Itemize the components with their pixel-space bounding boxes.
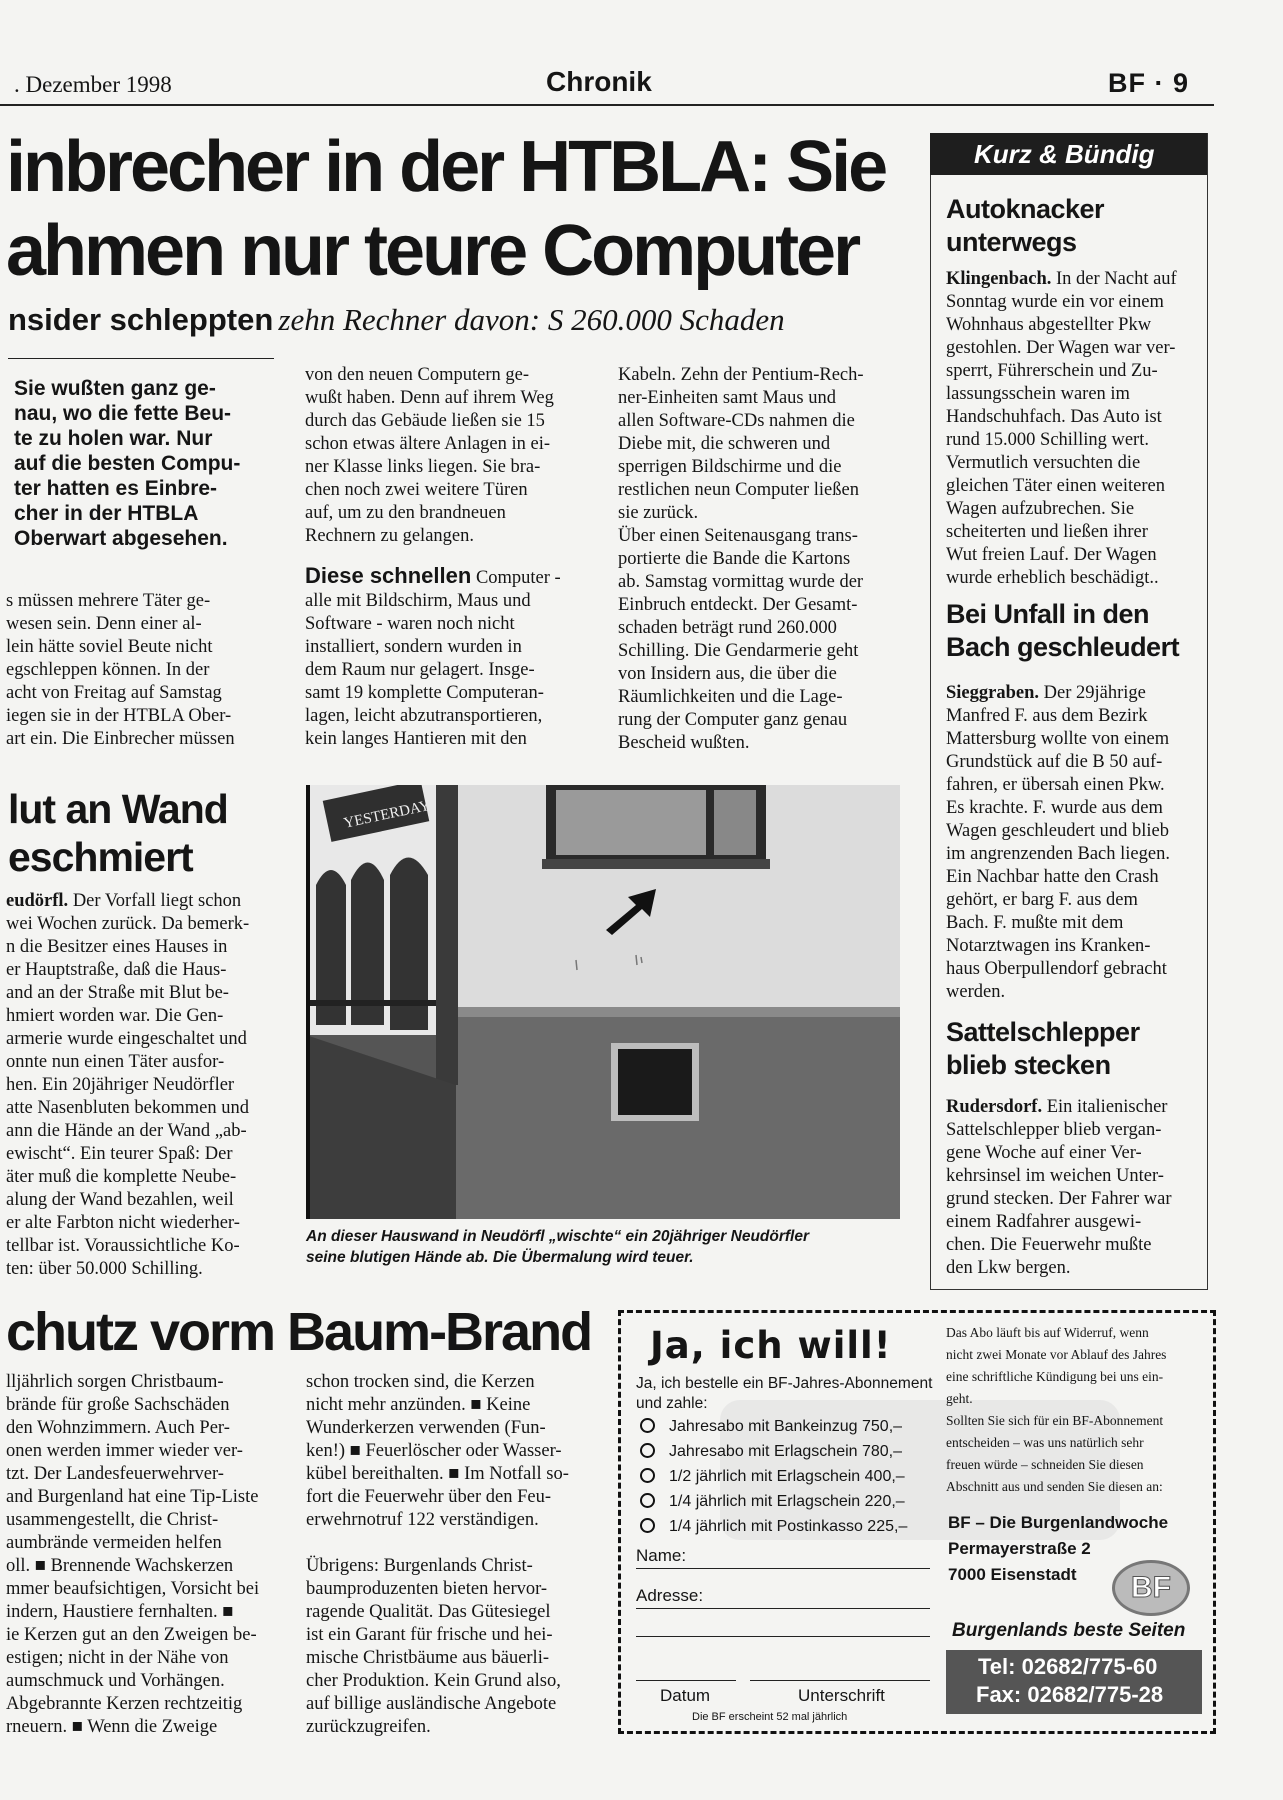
- caption-line1: An dieser Hauswand in Neudörfl „wischte“ ein 20jähriger Neudörfler: [306, 1228, 810, 1245]
- kurz-item1-place: Klingenbach.: [946, 269, 1052, 289]
- body-line: Kabeln. Zehn der Pentium-Rech-: [618, 365, 864, 385]
- body-line: onnte nun einen Täter ausfor-: [6, 1052, 225, 1072]
- address-line2[interactable]: [636, 1636, 930, 1637]
- body-line: rund 15.000 Schilling wert.: [946, 430, 1149, 450]
- body-line: Schilling. Die Gendarmerie geht: [618, 641, 859, 661]
- lead-line: cher in der HTBLA: [14, 502, 199, 525]
- body-line: äter muß die komplette Neube-: [6, 1167, 237, 1187]
- body-line: wußt haben. Denn auf ihrem Weg: [305, 388, 554, 408]
- body-line: chen noch zwei weitere Türen: [305, 480, 528, 500]
- body-line: wesen sein. Denn einer al-: [6, 614, 202, 634]
- kurz-item2-headline-l2: Bach geschleudert: [946, 632, 1180, 662]
- body-line: lljährlich sorgen Christbaum-: [6, 1372, 224, 1392]
- body-line: tellbar ist. Voraussichtliche Ko-: [6, 1236, 240, 1256]
- side-line: geht.: [946, 1391, 973, 1406]
- side-line: Sollten Sie sich für ein BF-Abonnement: [946, 1413, 1164, 1428]
- kurz-item3-body: [946, 1096, 1193, 1280]
- option-bankeinzug[interactable]: [640, 1418, 902, 1436]
- option-vierteljahr-erlag[interactable]: [640, 1493, 905, 1511]
- body-line: ann die Hände an der Wand „ab-: [6, 1121, 247, 1141]
- body-line: mische Christbäume aus bäuerli-: [306, 1648, 550, 1668]
- body-line: nicht mehr anzünden. ■ Keine: [306, 1395, 531, 1415]
- main-subhead: [8, 302, 785, 338]
- body-line: sie zurück.: [618, 503, 699, 523]
- body-line: Einbruch entdeckt. Der Gesamt-: [618, 595, 858, 615]
- radio-circle[interactable]: [640, 1418, 655, 1433]
- body-line: scheiterten und ließen ihrer: [946, 522, 1148, 542]
- body-line: usammengestellt, die Christ-: [6, 1510, 219, 1530]
- body-line: atte Nasenbluten bekommen und: [6, 1098, 250, 1118]
- body-line: zurückzugreifen.: [306, 1717, 431, 1737]
- body-line: ewischt“. Ein teurer Spaß: Der: [6, 1144, 233, 1164]
- header-rule: [0, 104, 1214, 106]
- kurz-item2-first: Der 29jährige: [1043, 683, 1146, 703]
- col2-subhead-follow: Computer -: [475, 568, 561, 588]
- schutz-col1: [6, 1371, 276, 1739]
- article-col2: [305, 364, 588, 548]
- option-halbjahr[interactable]: [640, 1468, 905, 1486]
- body-line: ner-Einheiten samt Maus und: [618, 388, 836, 408]
- option-label: 1/4 jährlich mit Postinkasso 225,–: [669, 1518, 908, 1535]
- body-line: auf billige ausländische Angebote: [306, 1694, 557, 1714]
- body-line: Grundstück auf die B 50 auf-: [946, 752, 1163, 772]
- body-line: acht von Freitag auf Samstag: [6, 683, 222, 703]
- blut-place: eudörfl.: [6, 891, 69, 911]
- body-line: chen. Die Feuerwehr mußte: [946, 1235, 1152, 1255]
- body-line: estigen; nicht in der Nähe von: [6, 1648, 229, 1668]
- body-line: mmer beaufsichtigen, Vorsicht bei: [6, 1579, 260, 1599]
- body-line: gleichen Täter einen weiteren: [946, 476, 1165, 496]
- option-erlagschein-jahr[interactable]: [640, 1443, 902, 1461]
- kurz-item3-headline-l2: blieb stecken: [946, 1050, 1111, 1080]
- body-line: and an der Straße mit Blut be-: [6, 983, 229, 1003]
- body-line: rung der Computer ganz genau: [618, 710, 848, 730]
- house-wall-photo: [306, 785, 900, 1219]
- photo-caption: [306, 1226, 906, 1268]
- side-line: Das Abo läuft bis auf Widerruf, wenn: [946, 1325, 1149, 1340]
- body-line: werden.: [946, 982, 1006, 1002]
- yesterday-sign: YESTERDAY: [342, 797, 432, 832]
- body-line: schon trocken sind, die Kerzen: [306, 1372, 535, 1392]
- body-line: Wagen geschleudert und blieb: [946, 821, 1170, 841]
- option-label: 1/4 jährlich mit Erlagschein 220,–: [669, 1493, 905, 1510]
- lead-line: te zu holen war. Nur: [14, 427, 213, 450]
- signature-line[interactable]: [750, 1680, 930, 1681]
- body-line: den Lkw bergen.: [946, 1258, 1071, 1278]
- body-line: installiert, sondern wurden in: [305, 637, 522, 657]
- subhead-italic: zehn Rechner davon: S 260.000 Schaden: [278, 302, 785, 337]
- subhead-bold: nsider schleppten: [8, 302, 274, 337]
- section-title: Chronik: [546, 66, 652, 97]
- body-line: Übrigens: Burgenlands Christ-: [306, 1556, 533, 1576]
- body-line: kübel bereithalten. ■ Im Notfall so-: [306, 1464, 569, 1484]
- date-line[interactable]: [636, 1680, 736, 1681]
- bf-logo: [1112, 1560, 1190, 1616]
- body-line: ner Klasse links liegen. Sie bra-: [305, 457, 541, 477]
- body-line: Bescheid wußten.: [618, 733, 750, 753]
- lead-line: auf die besten Compu-: [14, 452, 241, 475]
- body-line: samt 19 komplette Computeran-: [305, 683, 544, 703]
- article-col1: [6, 590, 274, 751]
- date-label: Datum: [660, 1686, 711, 1705]
- body-line: kein langes Hantieren mit den: [305, 729, 527, 749]
- body-line: fahren, er übersah einen Pkw.: [946, 775, 1165, 795]
- body-line: lein hätte soviel Beute nicht: [6, 637, 213, 657]
- body-line: kehrsinsel im weichen Unter-: [946, 1166, 1164, 1186]
- body-line: alle mit Bildschirm, Maus und: [305, 591, 531, 611]
- kurz-item3-first: Ein italienischer: [1046, 1097, 1168, 1117]
- body-line: s müssen mehrere Täter ge-: [6, 591, 211, 611]
- bf-logo-text: BF: [1131, 1571, 1171, 1604]
- address-line1[interactable]: [636, 1608, 930, 1609]
- body-line: Sattelschlepper blieb vergan-: [946, 1120, 1162, 1140]
- body-line: portierte die Bande die Kartons: [618, 549, 851, 569]
- body-line: rneuern. ■ Wenn die Zweige: [6, 1717, 218, 1737]
- option-label: Jahresabo mit Bankeinzug 750,–: [669, 1418, 903, 1435]
- main-headline-line1: inbrecher in der HTBLA: Sie: [6, 127, 886, 207]
- kurz-item1-headline-l2: unterwegs: [946, 227, 1077, 257]
- bf-address-l1: BF – Die Burgenlandwoche: [948, 1513, 1169, 1532]
- body-line: onen werden immer wieder ver-: [6, 1441, 243, 1461]
- coupon-intro-l1: Ja, ich bestelle ein BF-Jahres-Abonnement: [636, 1375, 933, 1392]
- lead-line: ter hatten es Einbre-: [14, 477, 218, 500]
- page-number: BF · 9: [1108, 68, 1190, 98]
- coupon-side-text: [946, 1322, 1204, 1498]
- body-line: Vermutlich versuchten die: [946, 453, 1141, 473]
- body-line: Wagen aufzubrechen. Sie: [946, 499, 1135, 519]
- body-line: hmiert worden war. Die Gen-: [6, 1006, 224, 1026]
- main-headline-line2: ahmen nur teure Computer: [6, 211, 859, 291]
- body-line: iegen sie in der HTBLA Ober-: [6, 706, 232, 726]
- name-label: Name:: [636, 1546, 687, 1565]
- body-line: ragende Qualität. Das Gütesiegel: [306, 1602, 551, 1622]
- body-line: lagen, leicht abzutransportieren,: [305, 706, 543, 726]
- body-line: haus Oberpullendorf gebracht: [946, 959, 1167, 979]
- kurz-item3-place: Rudersdorf.: [946, 1097, 1043, 1117]
- radio-circle[interactable]: [640, 1518, 655, 1533]
- radio-circle[interactable]: [640, 1443, 655, 1458]
- body-line: art ein. Die Einbrecher müssen: [6, 729, 235, 749]
- body-line: von den neuen Computern ge-: [305, 365, 529, 385]
- blut-first-line: Der Vorfall liegt schon: [72, 891, 242, 911]
- body-line: dem Raum nur gelagert. Insge-: [305, 660, 535, 680]
- body-line: Diebe mit, die schweren und: [618, 434, 831, 454]
- side-line: entscheiden – was uns natürlich sehr: [946, 1435, 1144, 1450]
- coupon-note: Die BF erscheint 52 mal jährlich: [692, 1711, 848, 1723]
- article-col2-part2: [305, 564, 588, 751]
- body-line: Wunderkerzen verwenden (Fun-: [306, 1418, 546, 1438]
- option-vierteljahr-post[interactable]: [640, 1518, 907, 1536]
- body-line: von Insidern aus, die über die: [618, 664, 837, 684]
- signature-label: Unterschrift: [798, 1686, 885, 1705]
- blut-headline-line2: eschmiert: [8, 834, 193, 880]
- subhead-rule: [8, 358, 274, 359]
- body-line: armerie wurde eingeschaltet und: [6, 1029, 247, 1049]
- body-line: wurde erheblich beschädigt..: [946, 568, 1159, 588]
- body-line: ist ein Garant für frische und hei-: [306, 1625, 553, 1645]
- kurz-item1-first: In der Nacht auf: [1056, 269, 1177, 289]
- article-col3: [618, 364, 900, 755]
- body-line: oll. ■ Brennende Wachskerzen: [6, 1556, 234, 1576]
- body-line: ten: über 50.000 Schilling.: [6, 1259, 203, 1279]
- body-line: schaden beträgt rund 260.000: [618, 618, 837, 638]
- bf-address-l3: 7000 Eisenstadt: [948, 1565, 1077, 1584]
- option-label: Jahresabo mit Erlagschein 780,–: [669, 1443, 903, 1460]
- tel-number: Tel: 02682/775-60: [978, 1654, 1158, 1679]
- bf-slogan: Burgenlands beste Seiten: [952, 1620, 1186, 1641]
- body-line: schon etwas ältere Anlagen in ei-: [305, 434, 551, 454]
- kurz-item2-headline: [946, 598, 1201, 664]
- body-line: gene Woche auf einer Ver-: [946, 1143, 1142, 1163]
- body-line: gestohlen. Der Wagen war ver-: [946, 338, 1176, 358]
- body-line: wei Wochen zurück. Da bemerk-: [6, 914, 250, 934]
- body-line: sperrigen Bildschirme und die: [618, 457, 842, 477]
- col2-subhead: Diese schnellen: [305, 563, 472, 588]
- body-line: aumschmuck und Vorhängen.: [6, 1671, 225, 1691]
- blut-headline-line1: lut an Wand: [8, 786, 228, 832]
- side-line: freuen würde – schneiden Sie diesen: [946, 1457, 1144, 1472]
- body-line: Wut freien Lauf. Der Wagen: [946, 545, 1157, 565]
- lead-line: nau, wo die fette Beu-: [14, 402, 232, 425]
- body-line: allen Software-CDs nahmen die: [618, 411, 855, 431]
- body-line: tzt. Der Landesfeuerwehrver-: [6, 1464, 224, 1484]
- kurz-item1-headline: [946, 193, 1201, 259]
- body-line: er Hauptstraße, daß die Haus-: [6, 960, 227, 980]
- side-line: Abschnitt aus und senden Sie diesen an:: [946, 1479, 1163, 1494]
- body-line: cher Produktion. Kein Grund also,: [306, 1671, 561, 1691]
- body-line: einem Radfahrer ausgewi-: [946, 1212, 1142, 1232]
- body-line: aumbrände vermeiden helfen: [6, 1533, 222, 1553]
- body-line: and Burgenland hat eine Tip-Liste: [6, 1487, 259, 1507]
- body-line: Mattersburg wollte von einem: [946, 729, 1170, 749]
- body-line: egschleppen können. In der: [6, 660, 210, 680]
- coupon-title: Ja, ich will!: [650, 1324, 892, 1367]
- body-line: Ein Nachbar hatte den Crash: [946, 867, 1159, 887]
- schutz-headline: chutz vorm Baum-Brand: [6, 1302, 592, 1362]
- kurz-item1-body: [946, 268, 1193, 590]
- caption-line2: seine blutigen Hände ab. Die Übermalung wird teuer.: [306, 1249, 694, 1266]
- body-line: den Wohnzimmern. Auch Per-: [6, 1418, 230, 1438]
- body-line: Software - waren noch nicht: [305, 614, 515, 634]
- issue-date: . Dezember 1998: [14, 72, 172, 97]
- body-line: Über einen Seitenausgang trans-: [618, 526, 858, 546]
- name-line[interactable]: [636, 1568, 930, 1569]
- kurz-item1-headline-l1: Autoknacker: [946, 194, 1105, 224]
- body-line: Abgebrannte Kerzen rechtzeitig: [6, 1694, 243, 1714]
- body-line: grund stecken. Der Fahrer war: [946, 1189, 1172, 1209]
- body-line: Sonntag wurde ein vor einem: [946, 292, 1164, 312]
- body-line: restlichen neun Computer ließen: [618, 480, 859, 500]
- bf-address-l2: Permayerstraße 2: [948, 1539, 1091, 1558]
- body-line: ab. Samstag vormittag wurde der: [618, 572, 864, 592]
- schutz-col2: [306, 1371, 588, 1739]
- body-line: Es krachte. F. wurde aus dem: [946, 798, 1163, 818]
- kurz-item2-headline-l1: Bei Unfall in den: [946, 599, 1150, 629]
- blut-body: [6, 890, 274, 1281]
- body-line: sperrt, Führerschein und Zu-: [946, 361, 1158, 381]
- body-line: auf, um zu den brandneuen: [305, 503, 506, 523]
- body-line: gehört, er barg F. aus dem: [946, 890, 1138, 910]
- body-line: durch das Gebäude ließen sie 15: [305, 411, 545, 431]
- body-line: ken!) ■ Feuerlöscher oder Wasser-: [306, 1441, 562, 1461]
- body-line: Notarztwagen ins Kranken-: [946, 936, 1151, 956]
- body-line: indern, Haustiere fernhalten. ■: [6, 1602, 234, 1622]
- lead-line: Sie wußten ganz ge-: [14, 377, 216, 400]
- radio-circle[interactable]: [640, 1468, 655, 1483]
- address-label: Adresse:: [636, 1586, 704, 1605]
- body-line: lassungsschein waren im: [946, 384, 1130, 404]
- body-line: [306, 1532, 588, 1555]
- body-line: er alte Farbton nicht wiederher-: [6, 1213, 240, 1233]
- kurz-item2-body: [946, 682, 1193, 1004]
- side-line: nicht zwei Monate vor Ablauf des Jahres: [946, 1347, 1167, 1362]
- body-line: n die Besitzer eines Hauses in: [6, 937, 228, 957]
- body-line: Wohnhaus abgestellter Pkw: [946, 315, 1152, 335]
- radio-circle[interactable]: [640, 1493, 655, 1508]
- body-line: Manfred F. aus dem Bezirk: [946, 706, 1148, 726]
- side-line: eine schriftliche Kündigung bei uns ein-: [946, 1369, 1164, 1384]
- body-line: hen. Ein 20jähriger Neudörfler: [6, 1075, 235, 1095]
- body-line: Bach. F. mußte mit dem: [946, 913, 1124, 933]
- kurz-item2-place: Sieggraben.: [946, 683, 1040, 703]
- lead-line: Oberwart abgesehen.: [14, 527, 228, 550]
- body-line: Rechnern zu gelangen.: [305, 526, 474, 546]
- article-lead: [14, 376, 284, 551]
- body-line: im angrenzenden Bach liegen.: [946, 844, 1170, 864]
- kurz-item3-headline: [946, 1016, 1201, 1082]
- option-label: 1/2 jährlich mit Erlagschein 400,–: [669, 1468, 905, 1485]
- body-line: ie Kerzen gut an den Zweigen be-: [6, 1625, 257, 1645]
- kurz-buendig-title: Kurz & Bündig: [930, 133, 1207, 175]
- body-line: alung der Wand bezahlen, weil: [6, 1190, 234, 1210]
- body-line: erwehrnotruf 122 verständigen.: [306, 1510, 539, 1530]
- body-line: Räumlichkeiten und die Lage-: [618, 687, 843, 707]
- body-line: baumproduzenten bieten hervor-: [306, 1579, 548, 1599]
- kurz-item3-headline-l1: Sattelschlepper: [946, 1017, 1140, 1047]
- coupon-intro-l2: und zahle:: [636, 1395, 708, 1412]
- body-line: fort die Feuerwehr über den Feu-: [306, 1487, 552, 1507]
- body-line: Handschuhfach. Das Auto ist: [946, 407, 1162, 427]
- fax-number: Fax: 02682/775-28: [976, 1682, 1164, 1707]
- body-line: brände für große Sachschäden: [6, 1395, 230, 1415]
